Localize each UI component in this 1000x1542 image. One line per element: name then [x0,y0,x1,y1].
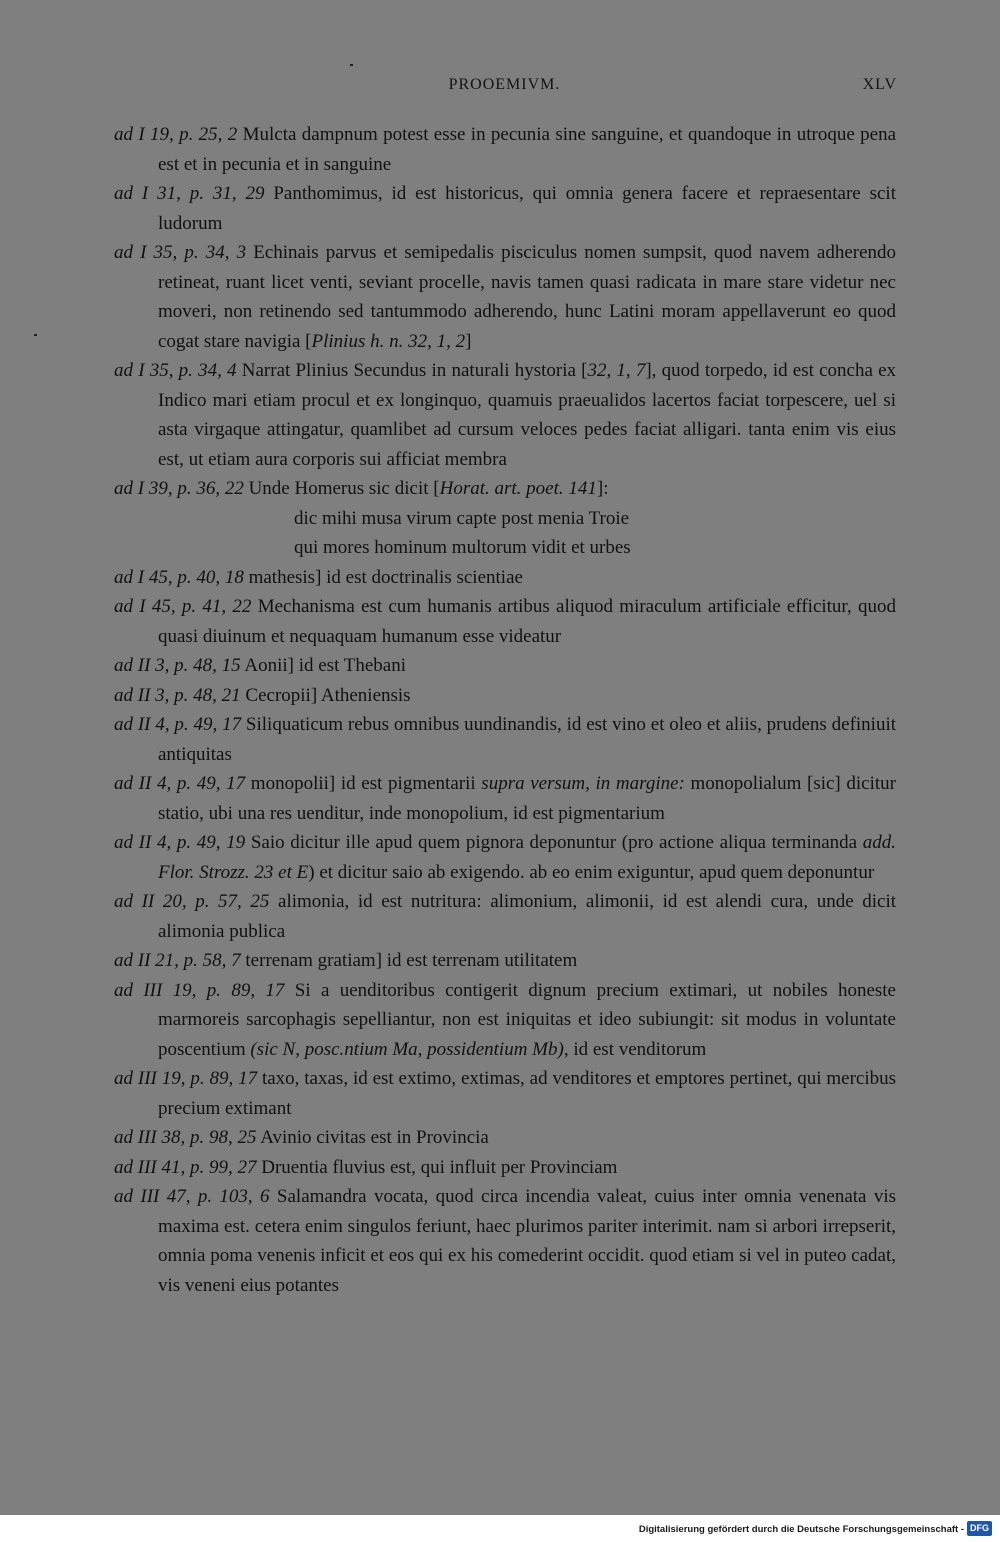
entry-text-after: ], quod torpedo, id est concha ex Indico mari etiam procul et ex longinquo, quamuis praeualidos lacertos faciat torpescere, uel si asta virgaque attingatur, quamlibet ad cursum veloces pedes faciat alligari. tanta enim vis eius est, ut etiam aura corporis sui afficiat membra [158,360,897,470]
entry-reference: ad I 45, p. 40, 18 [114,566,244,588]
page-number: XLV [862,76,897,93]
verse-quotation [114,504,896,563]
gloss-entry [114,179,896,238]
entry-reference: ad II 3, p. 48, 21 [114,684,241,706]
entry-reference: ad I 35, p. 34, 3 [114,242,247,263]
entry-text: monopolii] id est pigmentarii [250,773,482,794]
entry-reference: ad I 35, p. 34, 4 [114,360,237,381]
gloss-entry [114,356,896,474]
entry-reference: ad III 47, p. 103, 6 [114,1186,270,1207]
gloss-entry [114,1064,896,1123]
gloss-entry [114,976,896,1065]
entry-text: terrenam gratiam] id est terrenam utilitatem [245,950,578,971]
entry-reference: ad II 4, p. 49, 17 [114,714,242,735]
entry-text-after: ] [465,330,472,352]
entry-citation: (sic N, posc.ntium Ma, possidentium Mb) [250,1038,564,1060]
entry-reference: ad II 4, p. 49, 19 [114,832,246,853]
entry-citation: add. Flor. Strozz. 23 et E [158,832,897,883]
entry-text: alimonia, id est nutritura: alimonium, alimonii, id est alendi cura, unde dicit alimonia publica [158,891,897,942]
entry-text: Salamandra vocata, quod circa incendia valeat, cuius inter omnia venenata vis maxima est. cetera enim singulos feriunt, haec plurimos pariter interimit. nam si arbori irrepserit, omnia poma venenis inficit et eos qui ex his comederint occidit. quod etiam si vel in puteo cadat, vis veneni eius potantes [158,1186,897,1296]
entry-text: Mulcta dampnum potest esse in pecunia sine sanguine, et quandoque in utroque pena est et in pecunia et in sanguine [158,124,897,175]
entry-citation: 32, 1, 7 [587,360,646,381]
entry-text-after: , id est venditorum [563,1038,707,1060]
gloss-entry [114,592,896,651]
entry-reference: ad II 21, p. 58, 7 [114,950,241,971]
entry-text-after: ]: [596,478,609,499]
entry-citation: supra versum, in margine: [481,773,685,794]
entry-text: Mechanisma est cum humanis artibus aliquod miraculum artificiale efficitur, quod quasi diuinum et nequaquam humanum esse videatur [158,596,897,647]
gloss-entries [114,120,896,1300]
gloss-entry [114,681,896,711]
entry-text: Echinais parvus et semipedalis pisciculus nomen sumpsit, quod navem adherendo retineat, ruant licet venti, seviant procelle, navis tamen quasi radicata in mare stare videtur nec moveri, non retinendo sed tantummodo adherendo, hunc Latini moram appellaverunt eo quod cogat stare navigia [ [158,242,897,352]
header-title: PROOEMIVM. [448,76,561,93]
gloss-entry [114,1182,896,1300]
gloss-entry [114,474,896,504]
entry-reference: ad I 39, p. 36, 22 [114,478,244,499]
entry-reference: ad II 4, p. 49, 17 [114,773,246,794]
entry-reference: ad I 45, p. 41, 22 [114,596,252,617]
entry-citation: Horat. art. poet. 141 [439,478,597,499]
entry-text: mathesis] id est doctrinalis scientiae [248,566,523,588]
entry-text: Si a uenditoribus contigerit dignum precium extimari, ut nobiles honeste marmoreis sarcophagis sepelliantur, non est iniquitas et ideo subiungit: sit modus in voluntate poscentium [158,979,896,1060]
entry-citation: Plinius h. n. 32, 1, 2 [311,330,466,352]
footer-credit: Digitalisierung gefördert durch die Deutsche Forschungsgemeinschaft - [638,1524,964,1535]
entry-text: Unde Homerus sic dicit [ [248,478,440,499]
gloss-entry [114,710,896,769]
entry-reference: ad III 38, p. 98, 25 [114,1127,257,1148]
entry-reference: ad II 3, p. 48, 15 [114,655,241,676]
gloss-entry [114,238,896,356]
dfg-logo-icon: DFG [967,1521,992,1536]
gloss-entry [114,769,896,828]
footer-bar [0,1515,1000,1542]
entry-text: Cecropii] Atheniensis [245,684,411,706]
gloss-entry [114,1153,896,1183]
entry-text: Panthomimus, id est historicus, qui omnia genera facere et repraesentare scit ludorum [158,183,896,234]
entry-text-after: monopolialum [sic] dicitur statio, ubi una res uenditur, inde monopolium, id est pigmentarium [158,773,896,824]
gloss-entry [114,120,896,179]
entry-reference: ad I 31, p. 31, 29 [114,183,265,204]
gloss-entry [114,828,896,887]
entry-text: Siliquaticum rebus omnibus uundinandis, id est vino et oleo et aliis, prudens definiuit antiquitas [158,714,897,765]
gloss-entry [114,946,896,976]
entry-text: Saio dicitur ille apud quem pignora deponuntur (pro actione aliqua terminanda [250,832,863,853]
entry-text: taxo, taxas, id est extimo, extimas, ad venditores et emptores pertinet, qui mercibus precium extimant [158,1068,897,1119]
entry-text: Druentia fluvius est, qui influit per Provinciam [261,1156,618,1178]
verse-line: qui mores hominum multorum vidit et urbes [294,537,631,558]
entry-reference: ad II 20, p. 57, 25 [114,891,270,912]
entry-text-after: ) et dicitur saio ab exigendo. ab eo enim exiguntur, apud quem deponuntur [308,861,875,883]
gloss-entry [114,651,896,681]
entry-text: Narrat Plinius Secundus in naturali hystoria [ [241,360,588,381]
entry-reference: ad III 19, p. 89, 17 [114,979,285,1001]
running-header [112,76,897,100]
entry-reference: ad III 41, p. 99, 27 [114,1156,257,1178]
gloss-entry [114,1123,896,1153]
scan-speck [34,334,37,336]
verse-line: dic mihi musa virum capte post menia Troie [294,507,630,529]
entry-text: Aonii] id est Thebani [244,655,407,676]
entry-text: Avinio civitas est in Provincia [260,1127,489,1148]
entry-reference: ad I 19, p. 25, 2 [114,124,238,145]
entry-reference: ad III 19, p. 89, 17 [114,1068,258,1089]
gloss-entry [114,563,896,593]
gloss-entry [114,887,896,946]
scan-speck [350,64,353,66]
